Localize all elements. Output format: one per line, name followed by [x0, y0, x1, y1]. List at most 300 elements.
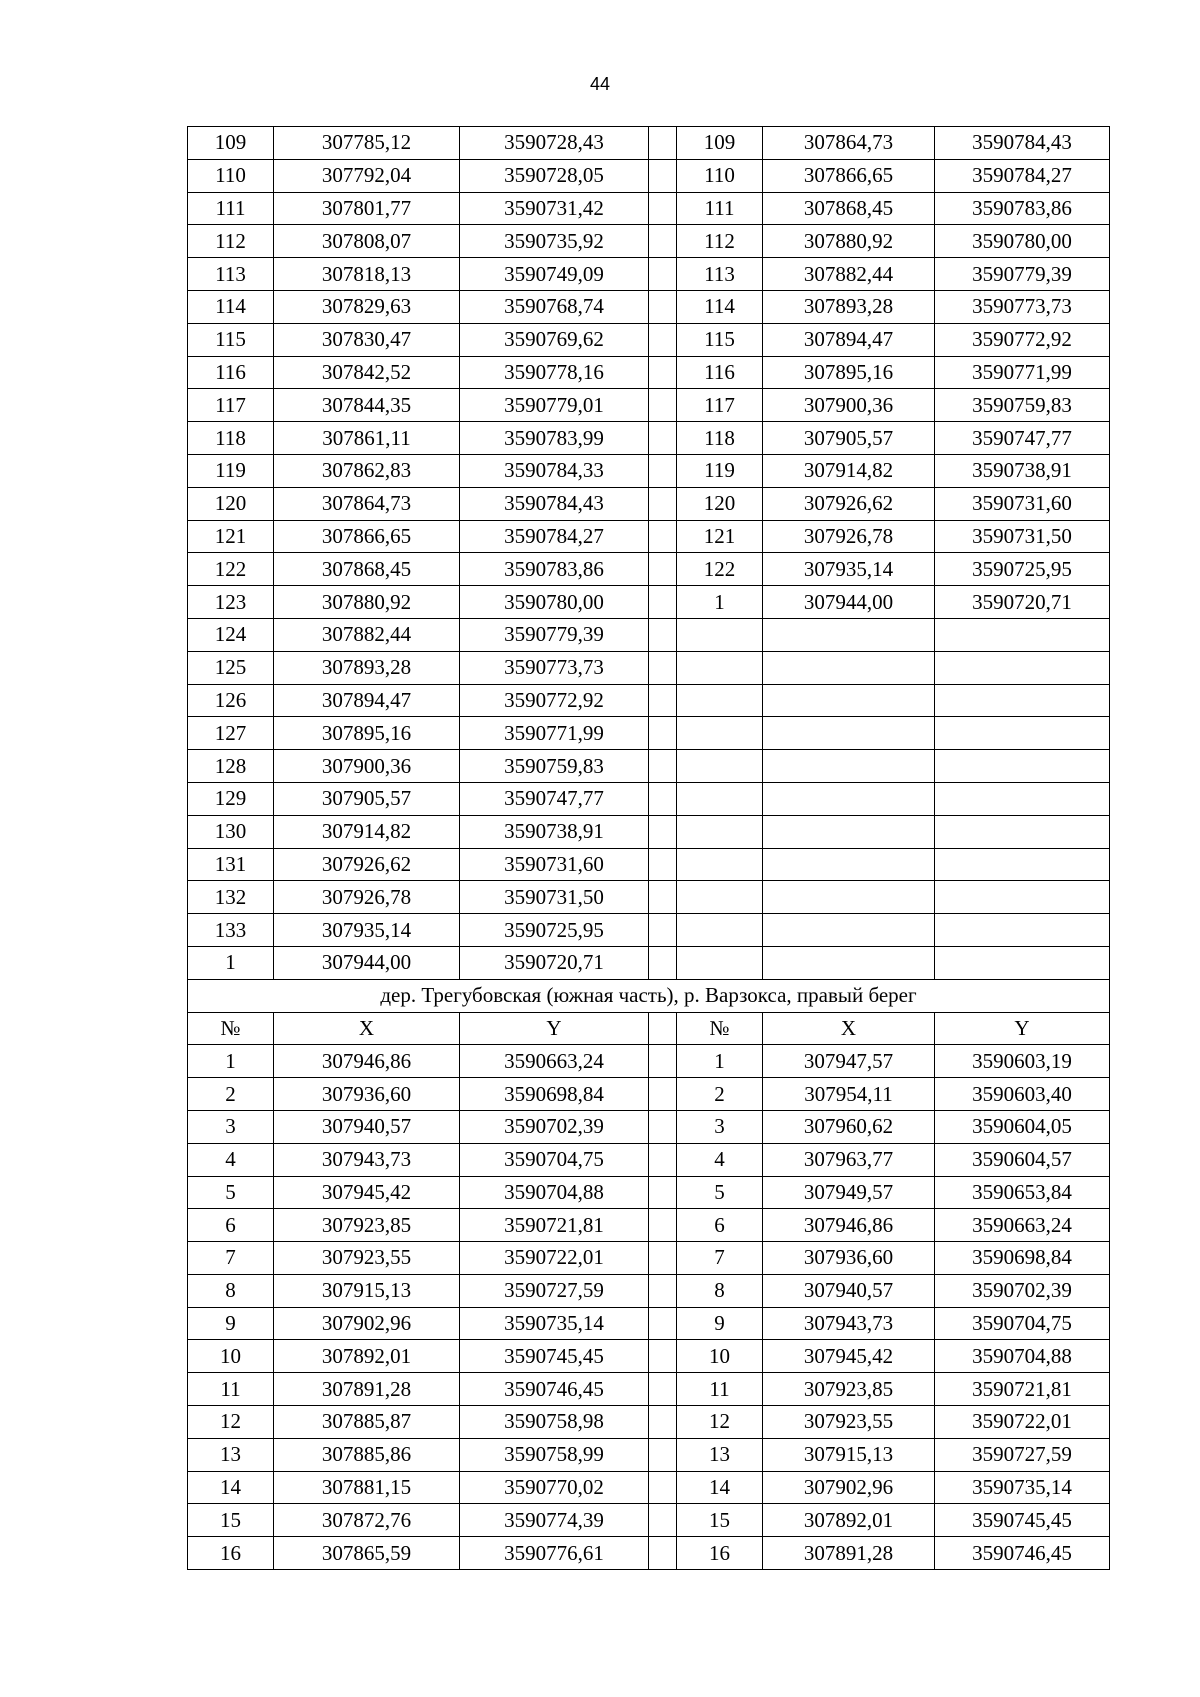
- x-coordinate-cell: 307785,12: [274, 127, 460, 160]
- x-coordinate-cell: 307868,45: [763, 192, 935, 225]
- x-coordinate-cell: 307801,77: [274, 192, 460, 225]
- x-coordinate-cell: [763, 815, 935, 848]
- point-number-cell: 14: [188, 1471, 274, 1504]
- spacer-cell: [649, 553, 677, 586]
- point-number-cell: 16: [188, 1537, 274, 1570]
- y-coordinate-cell: 3590735,92: [460, 225, 649, 258]
- spacer-cell: [649, 1537, 677, 1570]
- x-coordinate-cell: 307923,55: [763, 1406, 935, 1439]
- x-coordinate-cell: 307926,62: [274, 848, 460, 881]
- y-coordinate-cell: 3590773,73: [935, 290, 1110, 323]
- spacer-cell: [649, 586, 677, 619]
- spacer-cell: [649, 1340, 677, 1373]
- y-coordinate-cell: 3590663,24: [935, 1209, 1110, 1242]
- spacer-cell: [649, 1209, 677, 1242]
- point-number-cell: [677, 618, 763, 651]
- y-coordinate-cell: 3590727,59: [935, 1438, 1110, 1471]
- x-coordinate-cell: 307943,73: [763, 1307, 935, 1340]
- spacer-cell: [649, 684, 677, 717]
- table-row: [188, 881, 1110, 914]
- point-number-cell: [677, 651, 763, 684]
- y-coordinate-cell: 3590604,57: [935, 1143, 1110, 1176]
- point-number-cell: 121: [188, 520, 274, 553]
- point-number-cell: 115: [677, 323, 763, 356]
- table-row: [188, 454, 1110, 487]
- y-coordinate-cell: 3590722,01: [460, 1242, 649, 1275]
- x-coordinate-cell: 307892,01: [274, 1340, 460, 1373]
- y-coordinate-cell: 3590773,73: [460, 651, 649, 684]
- spacer-cell: [649, 1012, 677, 1045]
- y-coordinate-cell: [935, 848, 1110, 881]
- column-header: X: [763, 1012, 935, 1045]
- y-coordinate-cell: 3590731,50: [935, 520, 1110, 553]
- y-coordinate-cell: 3590663,24: [460, 1045, 649, 1078]
- table-row: [188, 1242, 1110, 1275]
- y-coordinate-cell: 3590783,99: [460, 422, 649, 455]
- x-coordinate-cell: 307923,55: [274, 1242, 460, 1275]
- point-number-cell: 117: [677, 389, 763, 422]
- point-number-cell: 6: [677, 1209, 763, 1242]
- point-number-cell: 110: [677, 159, 763, 192]
- x-coordinate-cell: 307940,57: [763, 1274, 935, 1307]
- y-coordinate-cell: 3590770,02: [460, 1471, 649, 1504]
- x-coordinate-cell: 307844,35: [274, 389, 460, 422]
- point-number-cell: 16: [677, 1537, 763, 1570]
- point-number-cell: 118: [188, 422, 274, 455]
- point-number-cell: 3: [677, 1110, 763, 1143]
- x-coordinate-cell: 307892,01: [763, 1504, 935, 1537]
- y-coordinate-cell: 3590745,45: [935, 1504, 1110, 1537]
- x-coordinate-cell: [763, 881, 935, 914]
- point-number-cell: 119: [188, 454, 274, 487]
- table-row: [188, 1045, 1110, 1078]
- x-coordinate-cell: 307866,65: [763, 159, 935, 192]
- y-coordinate-cell: 3590721,81: [935, 1373, 1110, 1406]
- spacer-cell: [649, 258, 677, 291]
- x-coordinate-cell: 307900,36: [274, 750, 460, 783]
- table-row: [188, 1274, 1110, 1307]
- x-coordinate-cell: 307954,11: [763, 1078, 935, 1111]
- spacer-cell: [649, 618, 677, 651]
- point-number-cell: 10: [188, 1340, 274, 1373]
- spacer-cell: [649, 159, 677, 192]
- point-number-cell: 5: [677, 1176, 763, 1209]
- point-number-cell: 111: [677, 192, 763, 225]
- y-coordinate-cell: 3590603,40: [935, 1078, 1110, 1111]
- x-coordinate-cell: 307949,57: [763, 1176, 935, 1209]
- point-number-cell: 126: [188, 684, 274, 717]
- table-row: [188, 1176, 1110, 1209]
- x-coordinate-cell: [763, 750, 935, 783]
- x-coordinate-cell: 307926,78: [274, 881, 460, 914]
- point-number-cell: 6: [188, 1209, 274, 1242]
- y-coordinate-cell: 3590769,62: [460, 323, 649, 356]
- x-coordinate-cell: 307926,62: [763, 487, 935, 520]
- table-row: [188, 159, 1110, 192]
- x-coordinate-cell: 307914,82: [763, 454, 935, 487]
- x-coordinate-cell: 307960,62: [763, 1110, 935, 1143]
- x-coordinate-cell: 307945,42: [274, 1176, 460, 1209]
- y-coordinate-cell: 3590725,95: [935, 553, 1110, 586]
- point-number-cell: 119: [677, 454, 763, 487]
- x-coordinate-cell: 307894,47: [274, 684, 460, 717]
- y-coordinate-cell: 3590702,39: [935, 1274, 1110, 1307]
- x-coordinate-cell: 307885,86: [274, 1438, 460, 1471]
- table-row: [188, 225, 1110, 258]
- x-coordinate-cell: 307895,16: [763, 356, 935, 389]
- point-number-cell: 15: [188, 1504, 274, 1537]
- table-row: [188, 258, 1110, 291]
- spacer-cell: [649, 1471, 677, 1504]
- point-number-cell: 1: [188, 1045, 274, 1078]
- y-coordinate-cell: 3590783,86: [935, 192, 1110, 225]
- y-coordinate-cell: 3590653,84: [935, 1176, 1110, 1209]
- table-row: [188, 487, 1110, 520]
- point-number-cell: 14: [677, 1471, 763, 1504]
- spacer-cell: [649, 127, 677, 160]
- spacer-cell: [649, 881, 677, 914]
- table-row: [188, 1307, 1110, 1340]
- table-row: [188, 782, 1110, 815]
- x-coordinate-cell: 307862,83: [274, 454, 460, 487]
- spacer-cell: [649, 225, 677, 258]
- point-number-cell: 2: [188, 1078, 274, 1111]
- column-header: Y: [460, 1012, 649, 1045]
- y-coordinate-cell: 3590779,39: [935, 258, 1110, 291]
- y-coordinate-cell: 3590746,45: [460, 1373, 649, 1406]
- x-coordinate-cell: 307866,65: [274, 520, 460, 553]
- y-coordinate-cell: 3590735,14: [460, 1307, 649, 1340]
- x-coordinate-cell: 307895,16: [274, 717, 460, 750]
- table-row: [188, 290, 1110, 323]
- spacer-cell: [649, 946, 677, 979]
- point-number-cell: 15: [677, 1504, 763, 1537]
- spacer-cell: [649, 389, 677, 422]
- point-number-cell: 13: [188, 1438, 274, 1471]
- x-coordinate-cell: 307882,44: [274, 618, 460, 651]
- spacer-cell: [649, 323, 677, 356]
- y-coordinate-cell: [935, 717, 1110, 750]
- x-coordinate-cell: 307943,73: [274, 1143, 460, 1176]
- x-coordinate-cell: 307891,28: [763, 1537, 935, 1570]
- y-coordinate-cell: 3590704,88: [460, 1176, 649, 1209]
- spacer-cell: [649, 1045, 677, 1078]
- point-number-cell: 113: [677, 258, 763, 291]
- y-coordinate-cell: 3590603,19: [935, 1045, 1110, 1078]
- table-row: [188, 1110, 1110, 1143]
- point-number-cell: [677, 782, 763, 815]
- y-coordinate-cell: 3590772,92: [460, 684, 649, 717]
- table-row: [188, 1078, 1110, 1111]
- y-coordinate-cell: 3590759,83: [460, 750, 649, 783]
- spacer-cell: [649, 782, 677, 815]
- spacer-cell: [649, 1110, 677, 1143]
- x-coordinate-cell: 307926,78: [763, 520, 935, 553]
- x-coordinate-cell: 307944,00: [274, 946, 460, 979]
- x-coordinate-cell: 307923,85: [763, 1373, 935, 1406]
- y-coordinate-cell: [935, 782, 1110, 815]
- point-number-cell: [677, 914, 763, 947]
- x-coordinate-cell: 307946,86: [274, 1045, 460, 1078]
- y-coordinate-cell: 3590704,88: [935, 1340, 1110, 1373]
- table-row: [188, 618, 1110, 651]
- y-coordinate-cell: 3590728,43: [460, 127, 649, 160]
- y-coordinate-cell: 3590776,61: [460, 1537, 649, 1570]
- point-number-cell: 3: [188, 1110, 274, 1143]
- y-coordinate-cell: 3590722,01: [935, 1406, 1110, 1439]
- y-coordinate-cell: 3590779,01: [460, 389, 649, 422]
- point-number-cell: 115: [188, 323, 274, 356]
- y-coordinate-cell: 3590702,39: [460, 1110, 649, 1143]
- y-coordinate-cell: 3590779,39: [460, 618, 649, 651]
- spacer-cell: [649, 520, 677, 553]
- point-number-cell: 9: [677, 1307, 763, 1340]
- x-coordinate-cell: 307891,28: [274, 1373, 460, 1406]
- x-coordinate-cell: 307894,47: [763, 323, 935, 356]
- x-coordinate-cell: 307893,28: [274, 651, 460, 684]
- x-coordinate-cell: 307963,77: [763, 1143, 935, 1176]
- spacer-cell: [649, 1078, 677, 1111]
- spacer-cell: [649, 290, 677, 323]
- point-number-cell: 116: [188, 356, 274, 389]
- point-number-cell: 116: [677, 356, 763, 389]
- table-row: [188, 323, 1110, 356]
- y-coordinate-cell: 3590772,92: [935, 323, 1110, 356]
- x-coordinate-cell: 307882,44: [763, 258, 935, 291]
- spacer-cell: [649, 487, 677, 520]
- column-header: №: [188, 1012, 274, 1045]
- table-row: [188, 1340, 1110, 1373]
- spacer-cell: [649, 1143, 677, 1176]
- point-number-cell: 12: [677, 1406, 763, 1439]
- spacer-cell: [649, 356, 677, 389]
- point-number-cell: 7: [677, 1242, 763, 1275]
- point-number-cell: 1: [677, 586, 763, 619]
- x-coordinate-cell: 307947,57: [763, 1045, 935, 1078]
- x-coordinate-cell: 307905,57: [763, 422, 935, 455]
- y-coordinate-cell: [935, 946, 1110, 979]
- point-number-cell: 122: [188, 553, 274, 586]
- coordinates-table: [187, 126, 1110, 1570]
- y-coordinate-cell: 3590783,86: [460, 553, 649, 586]
- x-coordinate-cell: 307935,14: [763, 553, 935, 586]
- point-number-cell: 121: [677, 520, 763, 553]
- y-coordinate-cell: 3590725,95: [460, 914, 649, 947]
- point-number-cell: 127: [188, 717, 274, 750]
- point-number-cell: 120: [188, 487, 274, 520]
- x-coordinate-cell: 307864,73: [763, 127, 935, 160]
- table-row: [188, 1209, 1110, 1242]
- spacer-cell: [649, 422, 677, 455]
- table-row: [188, 553, 1110, 586]
- point-number-cell: [677, 815, 763, 848]
- page-number: 44: [589, 74, 611, 94]
- spacer-cell: [649, 1242, 677, 1275]
- spacer-cell: [649, 651, 677, 684]
- point-number-cell: 131: [188, 848, 274, 881]
- y-coordinate-cell: 3590774,39: [460, 1504, 649, 1537]
- point-number-cell: 7: [188, 1242, 274, 1275]
- point-number-cell: 12: [188, 1406, 274, 1439]
- x-coordinate-cell: 307864,73: [274, 487, 460, 520]
- point-number-cell: 2: [677, 1078, 763, 1111]
- point-number-cell: 1: [188, 946, 274, 979]
- x-coordinate-cell: 307902,96: [274, 1307, 460, 1340]
- table-row: [188, 1471, 1110, 1504]
- y-coordinate-cell: 3590780,00: [935, 225, 1110, 258]
- point-number-cell: 118: [677, 422, 763, 455]
- spacer-cell: [649, 192, 677, 225]
- y-coordinate-cell: 3590778,16: [460, 356, 649, 389]
- y-coordinate-cell: 3590784,43: [460, 487, 649, 520]
- spacer-cell: [649, 717, 677, 750]
- table-row: [188, 1537, 1110, 1570]
- y-coordinate-cell: 3590771,99: [935, 356, 1110, 389]
- point-number-cell: 11: [188, 1373, 274, 1406]
- x-coordinate-cell: [763, 914, 935, 947]
- y-coordinate-cell: 3590698,84: [460, 1078, 649, 1111]
- y-coordinate-cell: [935, 881, 1110, 914]
- y-coordinate-cell: 3590758,99: [460, 1438, 649, 1471]
- y-coordinate-cell: [935, 684, 1110, 717]
- y-coordinate-cell: 3590731,50: [460, 881, 649, 914]
- point-number-cell: 125: [188, 651, 274, 684]
- y-coordinate-cell: 3590727,59: [460, 1274, 649, 1307]
- x-coordinate-cell: 307893,28: [763, 290, 935, 323]
- spacer-cell: [649, 848, 677, 881]
- point-number-cell: 4: [188, 1143, 274, 1176]
- point-number-cell: 109: [677, 127, 763, 160]
- point-number-cell: 113: [188, 258, 274, 291]
- y-coordinate-cell: 3590720,71: [935, 586, 1110, 619]
- y-coordinate-cell: 3590746,45: [935, 1537, 1110, 1570]
- table-row: [188, 422, 1110, 455]
- y-coordinate-cell: 3590720,71: [460, 946, 649, 979]
- x-coordinate-cell: 307902,96: [763, 1471, 935, 1504]
- y-coordinate-cell: 3590704,75: [460, 1143, 649, 1176]
- x-coordinate-cell: 307868,45: [274, 553, 460, 586]
- x-coordinate-cell: 307829,63: [274, 290, 460, 323]
- x-coordinate-cell: 307905,57: [274, 782, 460, 815]
- y-coordinate-cell: 3590704,75: [935, 1307, 1110, 1340]
- table-row: [188, 1406, 1110, 1439]
- point-number-cell: 122: [677, 553, 763, 586]
- x-coordinate-cell: 307885,87: [274, 1406, 460, 1439]
- spacer-cell: [649, 750, 677, 783]
- y-coordinate-cell: 3590735,14: [935, 1471, 1110, 1504]
- point-number-cell: 110: [188, 159, 274, 192]
- y-coordinate-cell: 3590738,91: [935, 454, 1110, 487]
- x-coordinate-cell: 307842,52: [274, 356, 460, 389]
- table-row: [188, 717, 1110, 750]
- table-row: [188, 520, 1110, 553]
- y-coordinate-cell: 3590758,98: [460, 1406, 649, 1439]
- x-coordinate-cell: 307818,13: [274, 258, 460, 291]
- x-coordinate-cell: 307915,13: [763, 1438, 935, 1471]
- point-number-cell: 13: [677, 1438, 763, 1471]
- x-coordinate-cell: 307935,14: [274, 914, 460, 947]
- point-number-cell: 11: [677, 1373, 763, 1406]
- y-coordinate-cell: 3590731,42: [460, 192, 649, 225]
- column-header: №: [677, 1012, 763, 1045]
- point-number-cell: 124: [188, 618, 274, 651]
- y-coordinate-cell: 3590721,81: [460, 1209, 649, 1242]
- x-coordinate-cell: 307945,42: [763, 1340, 935, 1373]
- y-coordinate-cell: [935, 651, 1110, 684]
- point-number-cell: 114: [677, 290, 763, 323]
- spacer-cell: [649, 1307, 677, 1340]
- table-row: [188, 946, 1110, 979]
- point-number-cell: [677, 848, 763, 881]
- point-number-cell: 129: [188, 782, 274, 815]
- point-number-cell: 130: [188, 815, 274, 848]
- x-coordinate-cell: [763, 946, 935, 979]
- x-coordinate-cell: 307830,47: [274, 323, 460, 356]
- x-coordinate-cell: [763, 618, 935, 651]
- y-coordinate-cell: 3590768,74: [460, 290, 649, 323]
- table-row: [188, 651, 1110, 684]
- x-coordinate-cell: 307936,60: [274, 1078, 460, 1111]
- column-header-row: [188, 1012, 1110, 1045]
- point-number-cell: 128: [188, 750, 274, 783]
- x-coordinate-cell: 307880,92: [274, 586, 460, 619]
- column-header: Y: [935, 1012, 1110, 1045]
- table-row: [188, 815, 1110, 848]
- x-coordinate-cell: 307900,36: [763, 389, 935, 422]
- table-row: [188, 389, 1110, 422]
- point-number-cell: 132: [188, 881, 274, 914]
- spacer-cell: [649, 1504, 677, 1537]
- point-number-cell: 111: [188, 192, 274, 225]
- y-coordinate-cell: 3590749,09: [460, 258, 649, 291]
- spacer-cell: [649, 1438, 677, 1471]
- x-coordinate-cell: [763, 684, 935, 717]
- y-coordinate-cell: [935, 750, 1110, 783]
- y-coordinate-cell: 3590747,77: [935, 422, 1110, 455]
- point-number-cell: 117: [188, 389, 274, 422]
- y-coordinate-cell: 3590784,27: [460, 520, 649, 553]
- x-coordinate-cell: [763, 717, 935, 750]
- x-coordinate-cell: 307923,85: [274, 1209, 460, 1242]
- x-coordinate-cell: 307946,86: [763, 1209, 935, 1242]
- y-coordinate-cell: [935, 815, 1110, 848]
- table-row: [188, 586, 1110, 619]
- y-coordinate-cell: 3590759,83: [935, 389, 1110, 422]
- point-number-cell: 114: [188, 290, 274, 323]
- section-title-row: [188, 979, 1110, 1012]
- table-row: [188, 1504, 1110, 1537]
- spacer-cell: [649, 1176, 677, 1209]
- x-coordinate-cell: 307940,57: [274, 1110, 460, 1143]
- point-number-cell: 120: [677, 487, 763, 520]
- y-coordinate-cell: 3590731,60: [935, 487, 1110, 520]
- y-coordinate-cell: 3590784,33: [460, 454, 649, 487]
- point-number-cell: 5: [188, 1176, 274, 1209]
- x-coordinate-cell: 307865,59: [274, 1537, 460, 1570]
- x-coordinate-cell: [763, 848, 935, 881]
- spacer-cell: [649, 1274, 677, 1307]
- x-coordinate-cell: 307861,11: [274, 422, 460, 455]
- point-number-cell: 8: [677, 1274, 763, 1307]
- y-coordinate-cell: 3590784,27: [935, 159, 1110, 192]
- x-coordinate-cell: 307872,76: [274, 1504, 460, 1537]
- point-number-cell: 112: [677, 225, 763, 258]
- y-coordinate-cell: 3590784,43: [935, 127, 1110, 160]
- table-row: [188, 848, 1110, 881]
- table-row: [188, 684, 1110, 717]
- table-row: [188, 1143, 1110, 1176]
- y-coordinate-cell: 3590771,99: [460, 717, 649, 750]
